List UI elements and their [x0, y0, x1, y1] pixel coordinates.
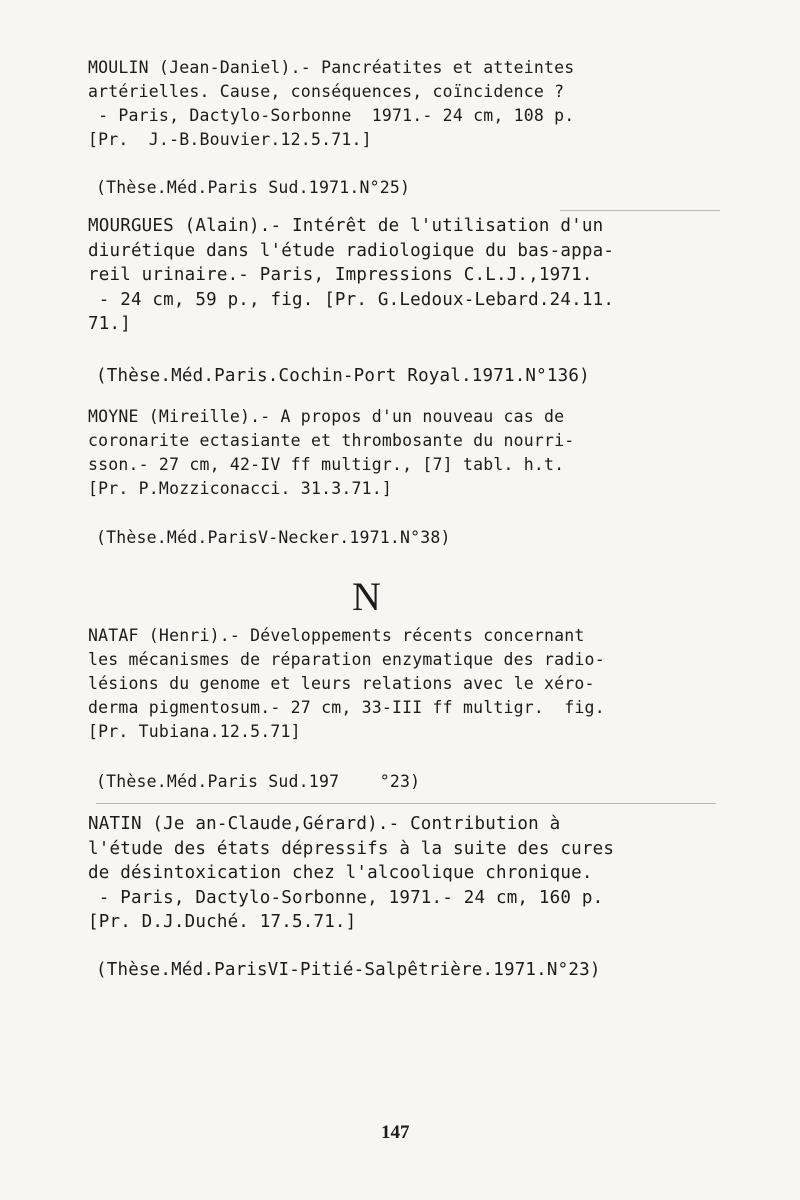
entry-line: diurétique dans l'étude radiologique du bas-appa-: [88, 240, 615, 261]
divider: [560, 210, 720, 211]
these-reference-moyne: (Thèse.Méd.ParisV-Necker.1971.N°38): [96, 528, 451, 547]
entry-line: MOYNE (Mireille).- A propos d'un nouveau cas de: [88, 407, 565, 426]
entry-line: [Pr. D.J.Duché. 17.5.71.]: [88, 912, 357, 932]
entry-line: l'étude des états dépressifs à la suite des cures: [88, 838, 615, 859]
entry-line: - 24 cm, 59 p., fig. [Pr. G.Ledoux-Lebard.24.11.: [88, 289, 615, 310]
entry-line: sson.- 27 cm, 42-IV ff multigr., [7] tabl. h.t.: [88, 455, 565, 474]
entry-line: [Pr. J.-B.Bouvier.12.5.71.]: [88, 130, 372, 149]
these-reference-nataf: (Thèse.Méd.Paris Sud.197 °23): [96, 772, 421, 791]
entry-line: derma pigmentosum.- 27 cm, 33-III ff multigr. fig.: [88, 698, 605, 717]
entry-line: NATAF (Henri).- Développements récents concernant: [88, 626, 585, 645]
entry-line: - Paris, Dactylo-Sorbonne 1971.- 24 cm, 108 p.: [88, 106, 575, 125]
entry-line: coronarite ectasiante et thrombosante du nourri-: [88, 431, 575, 450]
entry-line: reil urinaire.- Paris, Impressions C.L.J.,1971.: [88, 265, 593, 285]
these-reference-moulin: (Thèse.Méd.Paris Sud.1971.N°25): [96, 178, 411, 197]
entry-line: 71.]: [88, 314, 131, 334]
entry-line: lésions du genome et leurs relations avec le xéro-: [88, 674, 595, 693]
entry-line: [Pr. P.Mozziconacci. 31.3.71.]: [88, 479, 393, 498]
entry-line: NATIN (Je an-Claude,Gérard).- Contribution à: [88, 814, 561, 834]
entry-line: - Paris, Dactylo-Sorbonne, 1971.- 24 cm, 160 p.: [88, 887, 604, 908]
bibliographic-entry-nataf: [88, 624, 728, 744]
entry-line: les mécanismes de réparation enzymatique des radio-: [88, 650, 605, 669]
divider: [96, 803, 716, 804]
entry-line: MOURGUES (Alain).- Intérêt de l'utilisation d'un: [88, 216, 604, 236]
entry-line: artérielles. Cause, conséquences, coïncidence ?: [88, 82, 565, 101]
entry-line: de désintoxication chez l'alcoolique chronique.: [88, 863, 593, 883]
page-number: 147: [381, 1122, 410, 1143]
bibliographic-entry-mourgues: [88, 214, 728, 337]
bibliographic-entry-natin: [88, 812, 728, 935]
bibliographic-entry-moulin: [88, 56, 728, 152]
these-reference-mourgues: (Thèse.Méd.Paris.Cochin-Port Royal.1971.N°136): [96, 366, 590, 386]
entry-line: MOULIN (Jean-Daniel).- Pancréatites et atteintes: [88, 58, 575, 77]
bibliographic-entry-moyne: [88, 405, 728, 501]
section-letter: N: [352, 574, 381, 619]
entry-line: [Pr. Tubiana.12.5.71]: [88, 722, 301, 741]
these-reference-natin: (Thèse.Méd.ParisVI-Pitié-Salpêtrière.1971.N°23): [96, 960, 601, 980]
